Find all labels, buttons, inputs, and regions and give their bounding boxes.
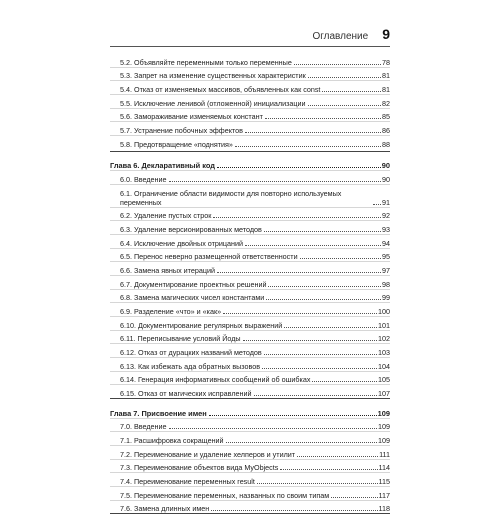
- dot-leader: [284, 325, 377, 328]
- toc-entry-title: 6.4. Исключение двойных отрицаний: [120, 238, 244, 248]
- toc-entry-title: 6.0. Введение: [120, 175, 167, 184]
- toc-entry-page: 85: [382, 112, 390, 122]
- toc-entry[interactable]: [110, 185, 390, 208]
- toc-chapter-heading[interactable]: [110, 152, 390, 172]
- toc-entry-title: 7.2. Переименование и удаление хелперов и утилит: [120, 449, 296, 459]
- toc-entry-page: 107: [378, 389, 390, 399]
- toc-entry-title: 6.8. Замена магических чисел константами: [120, 293, 265, 303]
- toc-entry[interactable]: [110, 460, 390, 474]
- dot-leader: [209, 413, 377, 416]
- dot-leader: [235, 144, 381, 147]
- toc-entry-page: 95: [382, 252, 390, 262]
- toc-entry-page: 101: [378, 320, 390, 330]
- toc-group: [110, 54, 390, 152]
- toc-entry[interactable]: [110, 122, 390, 136]
- toc-entry-page: 90: [381, 161, 390, 171]
- dot-leader: [280, 467, 377, 470]
- toc-entry[interactable]: [110, 95, 390, 109]
- toc-entry[interactable]: [110, 344, 390, 358]
- dot-leader: [331, 495, 377, 498]
- toc-entry-title: 6.11. Переписывание условий Йоды: [120, 334, 241, 344]
- toc-entry-title: 6.7. Документирование проектных решений: [120, 279, 267, 289]
- toc-entry[interactable]: [110, 501, 390, 514]
- toc-entry-title: 5.2. Объявляйте переменными только переменные: [120, 57, 292, 67]
- dot-leader: [294, 62, 381, 65]
- dot-leader: [264, 352, 377, 355]
- toc-entry-title: 7.3. Переименование объектов вида MyObjects: [120, 463, 279, 473]
- toc-group: [110, 399, 390, 514]
- dot-leader: [268, 284, 381, 287]
- toc-entry-page: 109: [378, 422, 390, 432]
- toc-entry-title: 6.2. Удаление пустых строк: [120, 211, 212, 221]
- toc-entry-page: 93: [382, 224, 390, 234]
- dot-leader: [243, 338, 377, 341]
- dot-leader: [254, 393, 377, 396]
- toc-entry-title: 7.6. Замена длинных имен: [120, 504, 210, 514]
- dot-leader: [169, 179, 381, 182]
- running-header: [110, 26, 390, 44]
- toc-entry-page: 114: [378, 463, 390, 473]
- toc-entry-title: 6.6. Замена явных итераций: [120, 265, 216, 275]
- dot-leader: [308, 103, 381, 106]
- toc-entry-page: 88: [382, 139, 390, 149]
- toc-entry[interactable]: [110, 358, 390, 372]
- dot-leader: [265, 116, 381, 119]
- toc-entry[interactable]: [110, 419, 390, 433]
- toc-entry-title: 6.13. Как избежать ада обратных вызовов: [120, 361, 261, 371]
- dot-leader: [264, 229, 381, 232]
- toc-entry-page: 94: [382, 238, 390, 248]
- toc-entry-page: 104: [378, 361, 390, 371]
- toc-entry-page: 118: [378, 504, 390, 514]
- toc-entry[interactable]: [110, 372, 390, 386]
- toc-entry-page: 82: [382, 98, 390, 108]
- toc-entry[interactable]: [110, 81, 390, 95]
- toc-entry-title: Глава 7. Присвоение имен: [110, 408, 207, 418]
- toc-group: [110, 152, 390, 399]
- toc-entry-title: 7.4. Переименование переменных result: [120, 477, 255, 487]
- toc-entry-title: 7.1. Расшифровка сокращений: [120, 436, 224, 445]
- dot-leader: [169, 426, 377, 429]
- toc-entry-page: 117: [378, 490, 390, 500]
- toc-entry[interactable]: [110, 432, 390, 446]
- toc-entry-page: 109: [377, 408, 390, 418]
- dot-leader: [213, 215, 381, 218]
- toc-entry-title: 6.14. Генерация информативных сообщений об ошибках: [120, 375, 311, 385]
- dot-leader: [226, 440, 377, 443]
- toc-entry-page: 109: [378, 436, 390, 445]
- toc-entry[interactable]: [110, 235, 390, 249]
- toc-entry[interactable]: [110, 136, 390, 149]
- toc-entry-page: 78: [382, 57, 390, 67]
- toc-entry-page: 111: [379, 449, 390, 459]
- toc-entry-page: 103: [378, 348, 390, 358]
- toc-entry[interactable]: [110, 317, 390, 331]
- toc-entry[interactable]: [110, 303, 390, 317]
- dot-leader: [245, 130, 381, 133]
- toc-entry-title: 5.5. Исключение ленивой (отложенной) инициализации: [120, 98, 306, 108]
- toc-entry[interactable]: [110, 446, 390, 460]
- toc-entry[interactable]: [110, 385, 390, 398]
- toc-entry[interactable]: [110, 54, 390, 68]
- toc-entry-page: 81: [382, 71, 390, 81]
- toc-entry[interactable]: [110, 276, 390, 290]
- toc-entry-title: 5.4. Отказ от изменяемых массивов, объявленных как const: [120, 85, 321, 95]
- toc-entry-title: 7.5. Переименование переменных, названных по своим типам: [120, 490, 330, 500]
- toc-entry-page: 100: [378, 307, 390, 316]
- dot-leader: [297, 454, 378, 457]
- toc-entry-page: 90: [382, 175, 390, 184]
- toc-entry-page: 99: [382, 293, 390, 303]
- dot-leader: [262, 366, 377, 369]
- toc-entry[interactable]: [110, 262, 390, 276]
- dot-leader: [373, 202, 381, 205]
- toc-entry-title: 5.8. Предотвращение «поднятия»: [120, 139, 233, 149]
- toc-entry[interactable]: [110, 68, 390, 82]
- toc-entry-title: 6.12. Отказ от дурацких названий методов: [120, 348, 262, 358]
- toc-entry-title: 6.10. Документирование регулярных выражений: [120, 320, 283, 330]
- toc-entry-title: 6.5. Перенос неверно размещенной ответственности: [120, 252, 298, 262]
- dot-leader: [308, 75, 381, 78]
- toc-entry[interactable]: [110, 208, 390, 222]
- toc-entry[interactable]: [110, 473, 390, 487]
- toc-entry-page: 86: [382, 126, 390, 136]
- toc-entry[interactable]: [110, 171, 390, 185]
- toc-entry-page: 97: [382, 265, 390, 275]
- toc-entry-title: 6.9. Разделение «что» и «как»: [120, 307, 222, 316]
- toc-entry-title: 7.0. Введение: [120, 422, 167, 432]
- dot-leader: [211, 508, 377, 511]
- dot-leader: [300, 256, 381, 259]
- toc-entry[interactable]: [110, 249, 390, 263]
- dot-leader: [217, 165, 381, 168]
- toc-entry-page: 91: [382, 197, 390, 207]
- toc-chapter-heading[interactable]: [110, 399, 390, 419]
- toc-entry[interactable]: [110, 221, 390, 235]
- toc-entry[interactable]: [110, 487, 390, 501]
- table-of-contents: [110, 54, 390, 514]
- toc-entry[interactable]: [110, 109, 390, 123]
- toc-entry-title: Глава 6. Декларативный код: [110, 161, 215, 171]
- toc-entry-page: 115: [378, 477, 390, 487]
- dot-leader: [312, 379, 377, 382]
- dot-leader: [266, 297, 381, 300]
- page-number: 9: [382, 26, 390, 42]
- dot-leader: [322, 89, 381, 92]
- toc-entry-title: 6.1. Ограничение области видимости для повторно используемых переменных: [120, 188, 342, 207]
- running-header-section: Оглавление: [312, 31, 369, 42]
- toc-entry-title: 5.3. Запрет на изменение существенных характеристик: [120, 71, 306, 81]
- toc-entry-page: 102: [378, 334, 390, 344]
- toc-entry-title: 6.3. Удаление версионированных методов: [120, 224, 262, 234]
- toc-entry[interactable]: [110, 331, 390, 345]
- dot-leader: [217, 270, 381, 273]
- dot-leader: [257, 481, 378, 484]
- toc-entry-page: 81: [382, 85, 390, 95]
- toc-entry-title: 6.15. Отказ от магических исправлений: [120, 389, 252, 399]
- toc-entry-title: 5.7. Устранение побочных эффектов: [120, 126, 243, 136]
- dot-leader: [245, 243, 381, 246]
- dot-leader: [223, 311, 377, 314]
- toc-entry-page: 105: [378, 375, 390, 385]
- toc-entry-title: 5.6. Замораживание изменяемых констант: [120, 112, 263, 122]
- header-rule: [110, 46, 390, 47]
- toc-entry-page: 98: [382, 279, 390, 289]
- toc-entry[interactable]: [110, 290, 390, 304]
- toc-entry-page: 92: [382, 211, 390, 221]
